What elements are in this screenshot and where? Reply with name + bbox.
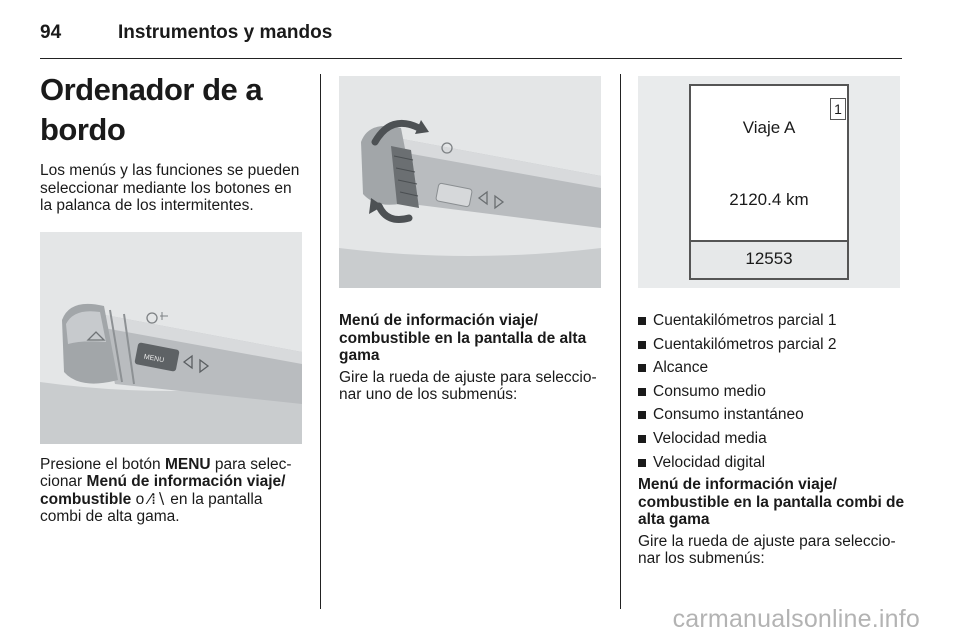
instruction-text: o xyxy=(131,490,149,508)
trip-computer-icon: ⁄⁞∖ xyxy=(148,489,166,508)
trip-display-figure xyxy=(638,76,900,288)
section-title: Ordenador de a bordo xyxy=(40,72,263,147)
column-divider xyxy=(320,74,321,609)
menu-button-label: MENU xyxy=(143,353,165,364)
list-item: Alcance xyxy=(638,356,906,380)
list-item: Velocidad media xyxy=(638,427,906,451)
section-subheading: Menú de información viaje/ combustible en la pantalla de alta gama xyxy=(339,312,587,364)
adjuster-wheel-image xyxy=(339,76,601,288)
turn-signal-lever-image xyxy=(40,232,302,444)
body-paragraph: Gire la rueda de ajuste para seleccionar los submenús: xyxy=(638,532,896,568)
display-value: 2120.4 km xyxy=(729,190,809,209)
running-header: Instrumentos y mandos xyxy=(118,22,333,43)
menu-keyword: MENU xyxy=(164,455,211,473)
column-divider xyxy=(620,74,621,609)
list-item: Consumo instantáneo xyxy=(638,403,906,427)
instruction-paragraph xyxy=(40,456,302,526)
watermark: carmanualsonline.info xyxy=(672,605,920,633)
instruction-text: Presione el botón xyxy=(40,455,165,473)
column-2 xyxy=(339,76,601,404)
page-number: 94 xyxy=(40,22,62,43)
trip-display xyxy=(689,84,849,280)
instruction-text: en la pantalla combi de alta gama. xyxy=(40,490,263,525)
display-indicator: 1 xyxy=(830,98,846,120)
body-paragraph: Gire la rueda de ajuste para seleccionar uno de los submenús: xyxy=(339,368,597,403)
menu-name: Menú de información viaje/ combustible xyxy=(40,473,286,508)
column-3 xyxy=(638,76,906,568)
header-rule xyxy=(40,58,902,59)
section-subheading: Menú de información viaje/ combustible en la pantalla combi de alta gama xyxy=(638,476,905,529)
list-item: Cuentakilómetros parcial 1 xyxy=(638,309,906,333)
list-item: Velocidad digital xyxy=(638,451,906,475)
display-odometer: 12553 xyxy=(691,240,847,278)
display-title: Viaje A xyxy=(742,118,796,137)
intro-paragraph: Los menús y las funciones se pueden seleccionar mediante los botones en la palanca de los intermitentes. xyxy=(40,162,300,214)
instruction-text: para seleccionar xyxy=(40,455,292,490)
list-item: Cuentakilómetros parcial 2 xyxy=(638,333,906,357)
list-item: Consumo medio xyxy=(638,380,906,404)
submenu-list xyxy=(638,309,906,474)
column-1 xyxy=(40,70,302,526)
